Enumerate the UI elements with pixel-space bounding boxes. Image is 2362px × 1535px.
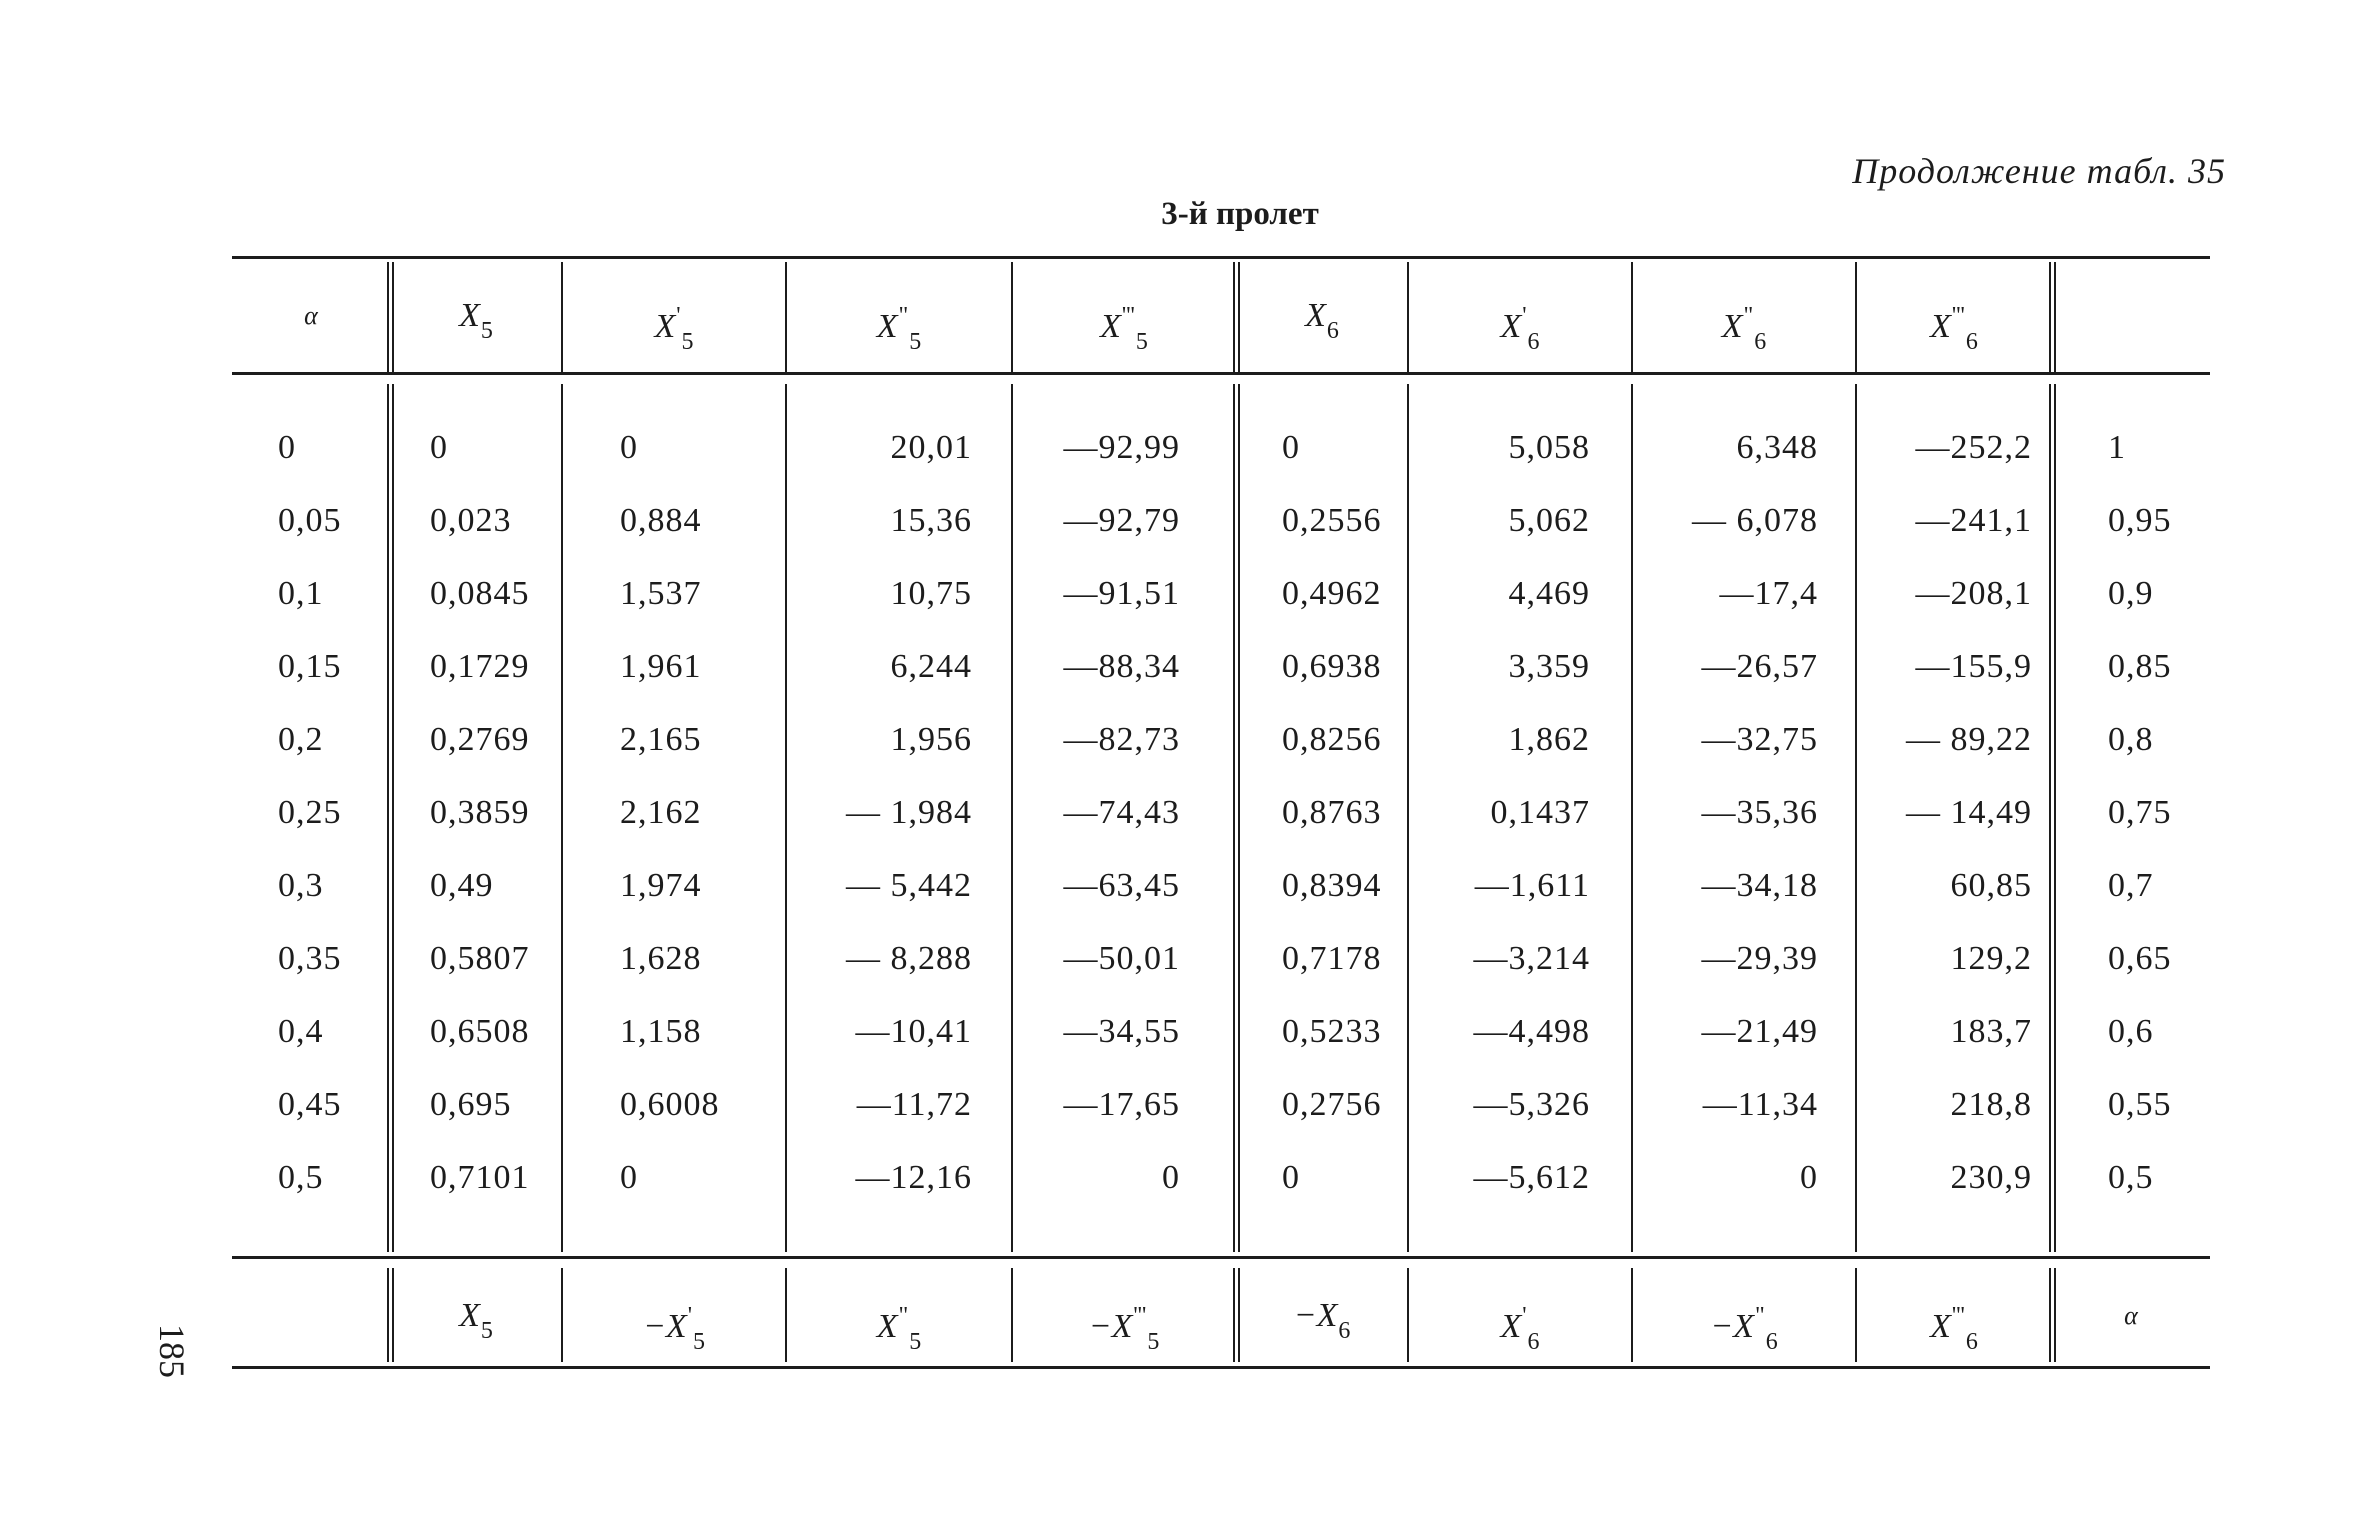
table-cell: 60,85: [1950, 867, 2032, 904]
table-cell: 1,862: [1508, 721, 1590, 758]
header-top-cell: α: [304, 301, 318, 330]
table-cell: 0,25: [278, 794, 342, 831]
table-cell: 0,1729: [430, 648, 530, 685]
table-cell: 0,9: [2108, 575, 2154, 612]
column-separator: [1855, 384, 1857, 1252]
table-cell: 0,695: [430, 1086, 512, 1123]
table-cell: —12,16: [855, 1159, 972, 1196]
table-cell: 0,65: [2108, 940, 2172, 977]
table-caption: Продолжение табл. 35: [1852, 151, 2226, 191]
table-cell: 0,7178: [1282, 940, 1382, 977]
table-cell: 0,5: [2108, 1159, 2154, 1196]
table-cell: 0,75: [2108, 794, 2172, 831]
column-separator: [2049, 384, 2056, 1252]
table-cell: —21,49: [1701, 1013, 1818, 1050]
header-bottom-cell: $X_5$: [459, 1297, 493, 1344]
table-cell: 1,628: [620, 940, 702, 977]
table-cell: 5,062: [1508, 502, 1590, 539]
table-cell: 0,4962: [1282, 575, 1382, 612]
table-cell: —92,79: [1063, 502, 1180, 539]
table-cell: — 8,288: [846, 940, 972, 977]
table-cell: 1,158: [620, 1013, 702, 1050]
table-cell: —3,214: [1473, 940, 1590, 977]
table-cell: 0,023: [430, 502, 512, 539]
rule-footer-bottom: [232, 1366, 2210, 1369]
table-cell: —32,75: [1701, 721, 1818, 758]
table-cell: 0,55: [2108, 1086, 2172, 1123]
rule-body-bottom: [232, 1256, 2210, 1259]
table-cell: 15,36: [890, 502, 972, 539]
table-cell: —10,41: [855, 1013, 972, 1050]
header-bottom-cell: $X'_6$: [1500, 1303, 1540, 1355]
table-cell: —35,36: [1701, 794, 1818, 831]
column-separator: [1011, 384, 1013, 1252]
header-bottom-cell: $-X'_5$: [642, 1303, 706, 1355]
table-cell: 0,2: [278, 721, 324, 758]
table-cell: 0,8763: [1282, 794, 1382, 831]
table-cell: 0,8256: [1282, 721, 1382, 758]
header-top-cell: $X_6$: [1305, 297, 1339, 344]
table-cell: 1,956: [890, 721, 972, 758]
table-cell: — 5,442: [846, 867, 972, 904]
table-cell: 0,49: [430, 867, 494, 904]
table-cell: —34,55: [1063, 1013, 1180, 1050]
table-cell: —5,326: [1473, 1086, 1590, 1123]
table-cell: 20,01: [890, 429, 972, 466]
table-cell: —252,2: [1915, 429, 2032, 466]
header-bottom-cell: $-X'''_5$: [1088, 1303, 1160, 1355]
column-separator: [1407, 384, 1409, 1252]
table-cell: —17,4: [1719, 575, 1818, 612]
table-cell: —88,34: [1063, 648, 1180, 685]
table-cell: 0,1: [278, 575, 324, 612]
table-cell: 1,537: [620, 575, 702, 612]
header-top-cell: $X^"_6$: [1721, 303, 1767, 355]
header-top-cell: $X'''_5$: [1100, 303, 1148, 355]
column-separator: [387, 384, 394, 1252]
table-cell: 0: [430, 429, 448, 466]
table-cell: 0,6008: [620, 1086, 720, 1123]
column-separator: [785, 384, 787, 1252]
header-bottom-cell: $X^"_5$: [876, 1303, 922, 1355]
table-cell: 0: [1282, 429, 1300, 466]
rule-top: [232, 256, 2210, 259]
header-bottom-cell: $-X_6$: [1293, 1297, 1351, 1344]
section-title: 3-й пролет: [1161, 196, 1319, 232]
table-cell: 0,45: [278, 1086, 342, 1123]
table-cell: 218,8: [1950, 1086, 2032, 1123]
header-bottom-cell: $-X^"_6$: [1710, 1303, 1778, 1355]
table-cell: —4,498: [1473, 1013, 1590, 1050]
table-cell: 0,7101: [430, 1159, 530, 1196]
header-bottom-cell: $X'''_6$: [1930, 1303, 1978, 1355]
table-cell: —11,34: [1702, 1086, 1818, 1123]
table-cell: 0,5: [278, 1159, 324, 1196]
table-cell: 1,974: [620, 867, 702, 904]
table-cell: — 14,49: [1906, 794, 2032, 831]
table-cell: 2,162: [620, 794, 702, 831]
table-cell: 10,75: [890, 575, 972, 612]
table-cell: 0,2556: [1282, 502, 1382, 539]
column-separator: [1631, 384, 1633, 1252]
table-cell: 0,95: [2108, 502, 2172, 539]
table-cell: 0,2756: [1282, 1086, 1382, 1123]
table-cell: 0,884: [620, 502, 702, 539]
table-cell: 0,8394: [1282, 867, 1382, 904]
table-cell: 4,469: [1508, 575, 1590, 612]
table-cell: 0: [620, 1159, 638, 1196]
header-top-cell: $X^"_5$: [876, 303, 922, 355]
table-cell: —74,43: [1063, 794, 1180, 831]
table-cell: —1,611: [1474, 867, 1590, 904]
table-cell: 129,2: [1950, 940, 2032, 977]
table-cell: 183,7: [1950, 1013, 2032, 1050]
table-cell: — 6,078: [1692, 502, 1818, 539]
table-cell: 0,0845: [430, 575, 530, 612]
column-separator: [561, 384, 563, 1252]
table-cell: —91,51: [1063, 575, 1180, 612]
table-cell: — 1,984: [846, 794, 972, 831]
table-cell: 0,4: [278, 1013, 324, 1050]
table-cell: 0,5807: [430, 940, 530, 977]
table-cell: 5,058: [1508, 429, 1590, 466]
table-cell: 0,3859: [430, 794, 530, 831]
table-cell: —92,99: [1063, 429, 1180, 466]
table-cell: —241,1: [1915, 502, 2032, 539]
page-number: 185: [152, 1324, 192, 1378]
header-top-cell: $X_5$: [459, 297, 493, 344]
header-top-cell: $X'_5$: [654, 303, 694, 355]
rule-header-bottom: [232, 372, 2210, 375]
table-cell: —17,65: [1063, 1086, 1180, 1123]
column-separator: [1233, 384, 1240, 1252]
table-cell: —155,9: [1915, 648, 2032, 685]
table-cell: —34,18: [1701, 867, 1818, 904]
table-cell: 0: [278, 429, 296, 466]
table-cell: —208,1: [1915, 575, 2032, 612]
table-cell: 1: [2108, 429, 2126, 466]
table-cell: 1,961: [620, 648, 702, 685]
table-cell: 6,348: [1736, 429, 1818, 466]
table-cell: 230,9: [1950, 1159, 2032, 1196]
table-cell: 0,6508: [430, 1013, 530, 1050]
table-cell: 2,165: [620, 721, 702, 758]
table-cell: 0: [620, 429, 638, 466]
table-cell: —50,01: [1063, 940, 1180, 977]
table-cell: 0,85: [2108, 648, 2172, 685]
header-top-cell: $X'_6$: [1500, 303, 1540, 355]
header-bottom-cell: α: [2124, 1301, 2138, 1330]
table-cell: 0: [1162, 1159, 1180, 1196]
table-cell: 0,1437: [1490, 794, 1590, 831]
table-cell: 0,8: [2108, 721, 2154, 758]
table-cell: —26,57: [1701, 648, 1818, 685]
table-cell: —11,72: [856, 1086, 972, 1123]
header-top-cell: $X'''_6$: [1930, 303, 1978, 355]
table-cell: —82,73: [1063, 721, 1180, 758]
table-cell: — 89,22: [1906, 721, 2032, 758]
table-cell: 0: [1282, 1159, 1300, 1196]
table-cell: 0,6: [2108, 1013, 2154, 1050]
table-cell: 0,6938: [1282, 648, 1382, 685]
table-cell: —5,612: [1473, 1159, 1590, 1196]
table-cell: 0,05: [278, 502, 342, 539]
table-cell: 0: [1800, 1159, 1818, 1196]
table-cell: 0,15: [278, 648, 342, 685]
table-cell: —29,39: [1701, 940, 1818, 977]
table-cell: 0,5233: [1282, 1013, 1382, 1050]
table-cell: 0,3: [278, 867, 324, 904]
table-cell: 6,244: [890, 648, 972, 685]
table-cell: 0,7: [2108, 867, 2154, 904]
table-cell: 3,359: [1508, 648, 1590, 685]
table-cell: 0,2769: [430, 721, 530, 758]
table-cell: 0,35: [278, 940, 342, 977]
table-cell: —63,45: [1063, 867, 1180, 904]
